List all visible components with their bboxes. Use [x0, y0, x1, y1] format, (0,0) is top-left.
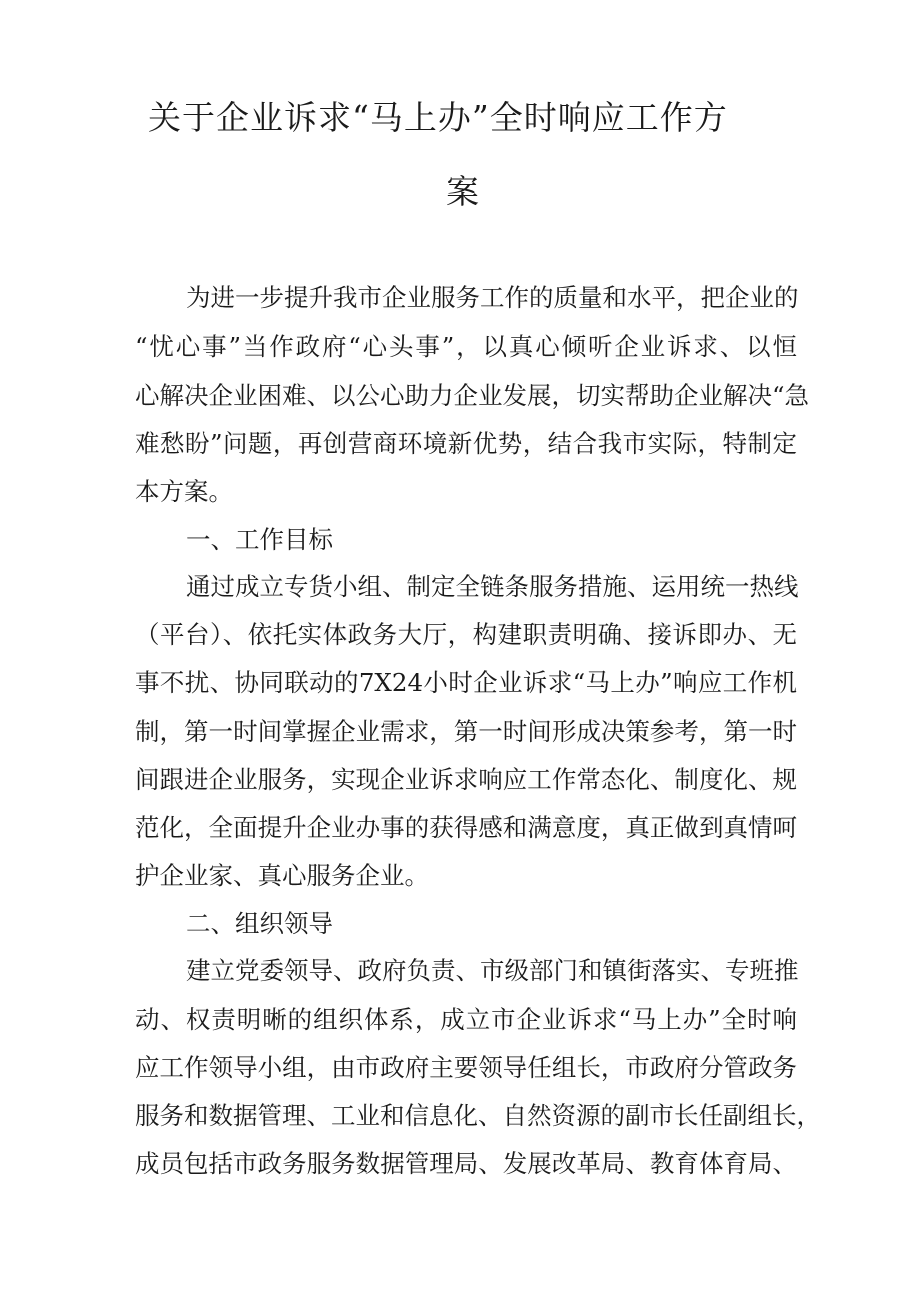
goal-line-3: 事不扰、协同联动的7X24小时企业诉求“马上办”响应工作机 [135, 668, 797, 697]
section-heading-org: 二、组织领导 [186, 909, 333, 938]
org-line-1: 建立党委领导、政府负责、市级部门和镇街落实、专班推 [186, 956, 799, 985]
intro-line-3: 心解决企业困难、以公心助力企业发展，切实帮助企业解决“急 [135, 381, 810, 410]
goal-line-6: 范化，全面提升企业办事的获得感和满意度，真正做到真情呵 [135, 813, 797, 842]
org-line-3: 应工作领导小组，由市政府主要领导任组长，市政府分管政务 [135, 1053, 797, 1082]
intro-line-1: 为进一步提升我市企业服务工作的质量和水平，把企业的 [186, 283, 799, 312]
document-title-line-2: 案 [446, 172, 480, 211]
intro-line-2: “忧心事”当作政府“心头事”，以真心倾听企业诉求、以恒 [135, 332, 797, 361]
org-line-5: 成员包括市政务服务数据管理局、发展改革局、教育体育局、 [135, 1149, 797, 1178]
goal-line-4: 制，第一时间掌握企业需求，第一时间形成决策参考，第一时 [135, 717, 797, 746]
org-line-2: 动、权责明晰的组织体系，成立市企业诉求“马上办”全时响 [135, 1005, 797, 1034]
document-title-line-1: 关于企业诉求“马上办”全时响应工作方 [148, 98, 728, 137]
goal-line-5: 间跟进企业服务，实现企业诉求响应工作常态化、制度化、规 [135, 765, 797, 794]
section-heading-goal: 一、工作目标 [186, 525, 333, 554]
goal-line-2: （平台）、依托实体政务大厅，构建职责明确、接诉即办、无 [135, 620, 797, 649]
intro-line-4: 难愁盼”问题，再创营商环境新优势，结合我市实际，特制定 [135, 429, 797, 458]
intro-line-5: 本方案。 [135, 477, 233, 506]
goal-line-7: 护企业家、真心服务企业。 [135, 861, 429, 890]
goal-line-1: 通过成立专货小组、制定全链条服务措施、运用统一热线 [186, 572, 799, 601]
org-line-4: 服务和数据管理、工业和信息化、自然资源的副市长任副组长， [135, 1101, 821, 1130]
